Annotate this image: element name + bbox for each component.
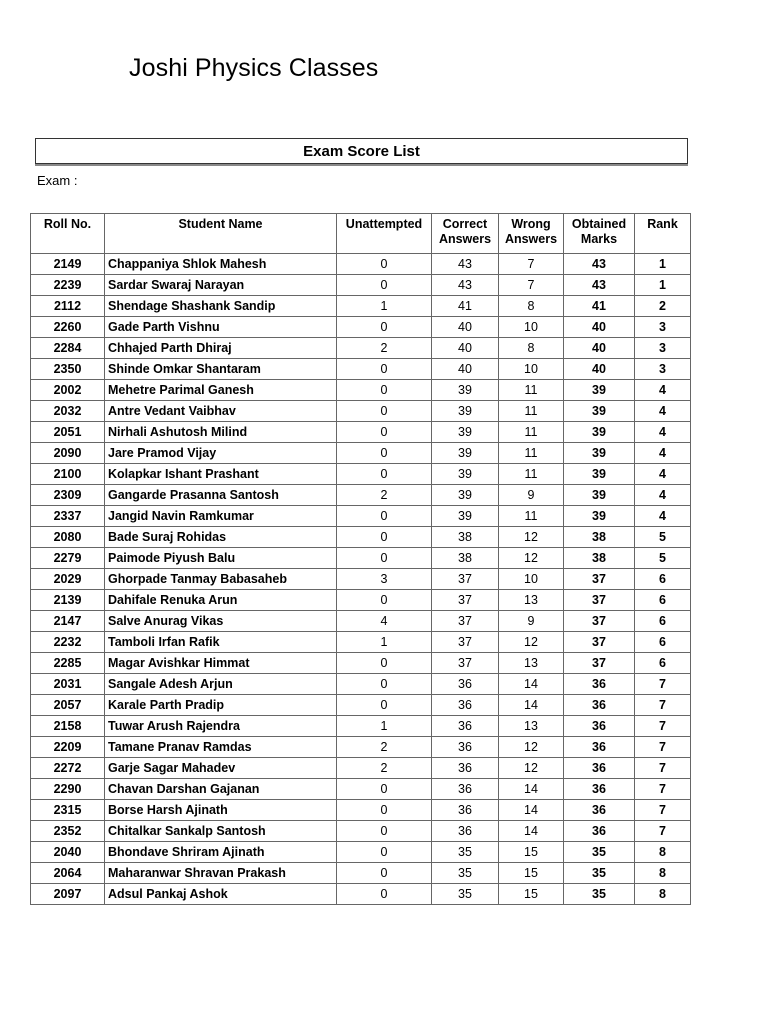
rank-cell: 6 bbox=[635, 653, 691, 674]
marks-cell: 37 bbox=[564, 569, 635, 590]
correct-cell: 37 bbox=[432, 590, 499, 611]
table-row bbox=[31, 380, 691, 401]
roll-no-cell: 2064 bbox=[31, 863, 105, 884]
roll-no-cell: 2285 bbox=[31, 653, 105, 674]
correct-cell: 40 bbox=[432, 359, 499, 380]
unattempted-cell: 0 bbox=[337, 821, 432, 842]
marks-cell: 39 bbox=[564, 485, 635, 506]
unattempted-cell: 2 bbox=[337, 338, 432, 359]
rank-cell: 4 bbox=[635, 443, 691, 464]
roll-no-cell: 2031 bbox=[31, 674, 105, 695]
roll-no-cell: 2097 bbox=[31, 884, 105, 905]
wrong-cell: 13 bbox=[499, 590, 564, 611]
correct-cell: 36 bbox=[432, 737, 499, 758]
student-name-cell: Borse Harsh Ajinath bbox=[105, 800, 337, 821]
correct-cell: 43 bbox=[432, 254, 499, 275]
table-row bbox=[31, 464, 691, 485]
correct-cell: 36 bbox=[432, 779, 499, 800]
page-title: Joshi Physics Classes bbox=[129, 54, 379, 82]
unattempted-cell: 0 bbox=[337, 443, 432, 464]
table-row bbox=[31, 296, 691, 317]
col-student-name: Student Name bbox=[105, 214, 337, 254]
wrong-cell: 12 bbox=[499, 548, 564, 569]
col-wrong-answers: Wrong Answers bbox=[499, 214, 564, 254]
correct-cell: 43 bbox=[432, 275, 499, 296]
unattempted-cell: 0 bbox=[337, 464, 432, 485]
wrong-cell: 14 bbox=[499, 800, 564, 821]
rank-cell: 4 bbox=[635, 506, 691, 527]
roll-no-cell: 2272 bbox=[31, 758, 105, 779]
student-name-cell: Salve Anurag Vikas bbox=[105, 611, 337, 632]
table-row bbox=[31, 821, 691, 842]
unattempted-cell: 0 bbox=[337, 254, 432, 275]
marks-cell: 40 bbox=[564, 338, 635, 359]
table-row bbox=[31, 800, 691, 821]
table-row bbox=[31, 884, 691, 905]
marks-cell: 36 bbox=[564, 716, 635, 737]
table-row bbox=[31, 317, 691, 338]
unattempted-cell: 0 bbox=[337, 884, 432, 905]
table-row bbox=[31, 695, 691, 716]
rank-cell: 7 bbox=[635, 821, 691, 842]
marks-cell: 39 bbox=[564, 506, 635, 527]
roll-no-cell: 2090 bbox=[31, 443, 105, 464]
rank-cell: 4 bbox=[635, 485, 691, 506]
rank-cell: 4 bbox=[635, 422, 691, 443]
table-row bbox=[31, 674, 691, 695]
student-name-cell: Shendage Shashank Sandip bbox=[105, 296, 337, 317]
student-name-cell: Bhondave Shriram Ajinath bbox=[105, 842, 337, 863]
correct-cell: 37 bbox=[432, 653, 499, 674]
wrong-cell: 12 bbox=[499, 632, 564, 653]
rank-cell: 1 bbox=[635, 275, 691, 296]
roll-no-cell: 2051 bbox=[31, 422, 105, 443]
correct-cell: 37 bbox=[432, 632, 499, 653]
rank-cell: 5 bbox=[635, 548, 691, 569]
table-row bbox=[31, 275, 691, 296]
rank-cell: 7 bbox=[635, 800, 691, 821]
table-row bbox=[31, 632, 691, 653]
wrong-cell: 12 bbox=[499, 758, 564, 779]
correct-cell: 36 bbox=[432, 695, 499, 716]
table-row bbox=[31, 716, 691, 737]
marks-cell: 40 bbox=[564, 359, 635, 380]
roll-no-cell: 2260 bbox=[31, 317, 105, 338]
wrong-cell: 11 bbox=[499, 443, 564, 464]
roll-no-cell: 2149 bbox=[31, 254, 105, 275]
correct-cell: 37 bbox=[432, 611, 499, 632]
table-row bbox=[31, 401, 691, 422]
rank-cell: 7 bbox=[635, 737, 691, 758]
unattempted-cell: 2 bbox=[337, 485, 432, 506]
roll-no-cell: 2279 bbox=[31, 548, 105, 569]
wrong-cell: 15 bbox=[499, 842, 564, 863]
student-name-cell: Tamboli Irfan Rafik bbox=[105, 632, 337, 653]
unattempted-cell: 0 bbox=[337, 359, 432, 380]
unattempted-cell: 0 bbox=[337, 590, 432, 611]
table-row bbox=[31, 359, 691, 380]
wrong-cell: 10 bbox=[499, 317, 564, 338]
student-name-cell: Adsul Pankaj Ashok bbox=[105, 884, 337, 905]
student-name-cell: Chappaniya Shlok Mahesh bbox=[105, 254, 337, 275]
marks-cell: 36 bbox=[564, 674, 635, 695]
marks-cell: 43 bbox=[564, 254, 635, 275]
student-name-cell: Chitalkar Sankalp Santosh bbox=[105, 821, 337, 842]
marks-cell: 38 bbox=[564, 548, 635, 569]
marks-cell: 37 bbox=[564, 653, 635, 674]
rank-cell: 4 bbox=[635, 380, 691, 401]
table-row bbox=[31, 527, 691, 548]
roll-no-cell: 2057 bbox=[31, 695, 105, 716]
rank-cell: 6 bbox=[635, 632, 691, 653]
correct-cell: 39 bbox=[432, 485, 499, 506]
marks-cell: 36 bbox=[564, 737, 635, 758]
roll-no-cell: 2350 bbox=[31, 359, 105, 380]
roll-no-cell: 2002 bbox=[31, 380, 105, 401]
marks-cell: 43 bbox=[564, 275, 635, 296]
unattempted-cell: 0 bbox=[337, 317, 432, 338]
wrong-cell: 7 bbox=[499, 275, 564, 296]
wrong-cell: 8 bbox=[499, 296, 564, 317]
table-row bbox=[31, 842, 691, 863]
unattempted-cell: 4 bbox=[337, 611, 432, 632]
unattempted-cell: 0 bbox=[337, 548, 432, 569]
unattempted-cell: 0 bbox=[337, 422, 432, 443]
correct-cell: 40 bbox=[432, 338, 499, 359]
unattempted-cell: 2 bbox=[337, 737, 432, 758]
rank-cell: 7 bbox=[635, 779, 691, 800]
student-name-cell: Ghorpade Tanmay Babasaheb bbox=[105, 569, 337, 590]
wrong-cell: 12 bbox=[499, 527, 564, 548]
marks-cell: 35 bbox=[564, 842, 635, 863]
unattempted-cell: 2 bbox=[337, 758, 432, 779]
correct-cell: 39 bbox=[432, 464, 499, 485]
sheet-heading: Exam Score List bbox=[35, 138, 688, 164]
correct-cell: 39 bbox=[432, 380, 499, 401]
unattempted-cell: 0 bbox=[337, 401, 432, 422]
table-row bbox=[31, 569, 691, 590]
wrong-cell: 14 bbox=[499, 674, 564, 695]
wrong-cell: 15 bbox=[499, 863, 564, 884]
rank-cell: 7 bbox=[635, 716, 691, 737]
unattempted-cell: 0 bbox=[337, 842, 432, 863]
unattempted-cell: 1 bbox=[337, 632, 432, 653]
unattempted-cell: 0 bbox=[337, 527, 432, 548]
table-row bbox=[31, 737, 691, 758]
student-name-cell: Kolapkar Ishant Prashant bbox=[105, 464, 337, 485]
correct-cell: 35 bbox=[432, 884, 499, 905]
col-unattempted: Unattempted bbox=[337, 214, 432, 254]
unattempted-cell: 0 bbox=[337, 506, 432, 527]
student-name-cell: Paimode Piyush Balu bbox=[105, 548, 337, 569]
col-correct-answers: Correct Answers bbox=[432, 214, 499, 254]
table-row bbox=[31, 485, 691, 506]
student-name-cell: Magar Avishkar Himmat bbox=[105, 653, 337, 674]
table-row bbox=[31, 779, 691, 800]
unattempted-cell: 3 bbox=[337, 569, 432, 590]
rank-cell: 6 bbox=[635, 590, 691, 611]
marks-cell: 36 bbox=[564, 695, 635, 716]
marks-cell: 36 bbox=[564, 758, 635, 779]
wrong-cell: 11 bbox=[499, 464, 564, 485]
roll-no-cell: 2352 bbox=[31, 821, 105, 842]
rank-cell: 8 bbox=[635, 842, 691, 863]
correct-cell: 36 bbox=[432, 758, 499, 779]
correct-cell: 35 bbox=[432, 842, 499, 863]
student-name-cell: Mehetre Parimal Ganesh bbox=[105, 380, 337, 401]
unattempted-cell: 0 bbox=[337, 863, 432, 884]
marks-cell: 36 bbox=[564, 779, 635, 800]
rank-cell: 6 bbox=[635, 611, 691, 632]
marks-cell: 37 bbox=[564, 611, 635, 632]
student-name-cell: Jare Pramod Vijay bbox=[105, 443, 337, 464]
wrong-cell: 14 bbox=[499, 695, 564, 716]
marks-cell: 36 bbox=[564, 800, 635, 821]
unattempted-cell: 0 bbox=[337, 653, 432, 674]
roll-no-cell: 2284 bbox=[31, 338, 105, 359]
correct-cell: 37 bbox=[432, 569, 499, 590]
student-name-cell: Shinde Omkar Shantaram bbox=[105, 359, 337, 380]
roll-no-cell: 2080 bbox=[31, 527, 105, 548]
roll-no-cell: 2112 bbox=[31, 296, 105, 317]
marks-cell: 39 bbox=[564, 443, 635, 464]
marks-cell: 38 bbox=[564, 527, 635, 548]
wrong-cell: 11 bbox=[499, 401, 564, 422]
correct-cell: 36 bbox=[432, 716, 499, 737]
rank-cell: 3 bbox=[635, 359, 691, 380]
correct-cell: 40 bbox=[432, 317, 499, 338]
table-row bbox=[31, 338, 691, 359]
table-row bbox=[31, 422, 691, 443]
wrong-cell: 11 bbox=[499, 506, 564, 527]
marks-cell: 35 bbox=[564, 884, 635, 905]
roll-no-cell: 2315 bbox=[31, 800, 105, 821]
student-name-cell: Karale Parth Pradip bbox=[105, 695, 337, 716]
roll-no-cell: 2337 bbox=[31, 506, 105, 527]
rank-cell: 8 bbox=[635, 884, 691, 905]
wrong-cell: 9 bbox=[499, 611, 564, 632]
student-name-cell: Sardar Swaraj Narayan bbox=[105, 275, 337, 296]
student-name-cell: Garje Sagar Mahadev bbox=[105, 758, 337, 779]
col-rank: Rank bbox=[635, 214, 691, 254]
unattempted-cell: 1 bbox=[337, 296, 432, 317]
correct-cell: 39 bbox=[432, 422, 499, 443]
wrong-cell: 13 bbox=[499, 653, 564, 674]
rank-cell: 3 bbox=[635, 338, 691, 359]
wrong-cell: 11 bbox=[499, 380, 564, 401]
student-name-cell: Nirhali Ashutosh Milind bbox=[105, 422, 337, 443]
wrong-cell: 15 bbox=[499, 884, 564, 905]
marks-cell: 36 bbox=[564, 821, 635, 842]
marks-cell: 39 bbox=[564, 422, 635, 443]
wrong-cell: 14 bbox=[499, 779, 564, 800]
table-row bbox=[31, 506, 691, 527]
marks-cell: 39 bbox=[564, 464, 635, 485]
roll-no-cell: 2158 bbox=[31, 716, 105, 737]
roll-no-cell: 2100 bbox=[31, 464, 105, 485]
unattempted-cell: 1 bbox=[337, 716, 432, 737]
rank-cell: 7 bbox=[635, 695, 691, 716]
unattempted-cell: 0 bbox=[337, 800, 432, 821]
rank-cell: 7 bbox=[635, 758, 691, 779]
marks-cell: 40 bbox=[564, 317, 635, 338]
table-body bbox=[31, 254, 691, 905]
correct-cell: 39 bbox=[432, 443, 499, 464]
unattempted-cell: 0 bbox=[337, 695, 432, 716]
wrong-cell: 7 bbox=[499, 254, 564, 275]
table-row bbox=[31, 863, 691, 884]
unattempted-cell: 0 bbox=[337, 779, 432, 800]
roll-no-cell: 2290 bbox=[31, 779, 105, 800]
table-header-row bbox=[31, 214, 691, 254]
table-row bbox=[31, 611, 691, 632]
roll-no-cell: 2232 bbox=[31, 632, 105, 653]
roll-no-cell: 2029 bbox=[31, 569, 105, 590]
wrong-cell: 14 bbox=[499, 821, 564, 842]
student-name-cell: Chavan Darshan Gajanan bbox=[105, 779, 337, 800]
table-row bbox=[31, 443, 691, 464]
correct-cell: 38 bbox=[432, 548, 499, 569]
rank-cell: 6 bbox=[635, 569, 691, 590]
student-name-cell: Tamane Pranav Ramdas bbox=[105, 737, 337, 758]
wrong-cell: 11 bbox=[499, 422, 564, 443]
rank-cell: 4 bbox=[635, 464, 691, 485]
correct-cell: 39 bbox=[432, 506, 499, 527]
student-name-cell: Sangale Adesh Arjun bbox=[105, 674, 337, 695]
score-table bbox=[30, 213, 691, 905]
col-roll-no: Roll No. bbox=[31, 214, 105, 254]
roll-no-cell: 2040 bbox=[31, 842, 105, 863]
wrong-cell: 8 bbox=[499, 338, 564, 359]
rank-cell: 5 bbox=[635, 527, 691, 548]
student-name-cell: Jangid Navin Ramkumar bbox=[105, 506, 337, 527]
rank-cell: 1 bbox=[635, 254, 691, 275]
roll-no-cell: 2147 bbox=[31, 611, 105, 632]
col-obtained-marks: Obtained Marks bbox=[564, 214, 635, 254]
rank-cell: 3 bbox=[635, 317, 691, 338]
correct-cell: 39 bbox=[432, 401, 499, 422]
rank-cell: 7 bbox=[635, 674, 691, 695]
marks-cell: 39 bbox=[564, 401, 635, 422]
correct-cell: 36 bbox=[432, 800, 499, 821]
roll-no-cell: 2032 bbox=[31, 401, 105, 422]
roll-no-cell: 2139 bbox=[31, 590, 105, 611]
correct-cell: 38 bbox=[432, 527, 499, 548]
wrong-cell: 10 bbox=[499, 359, 564, 380]
marks-cell: 37 bbox=[564, 632, 635, 653]
wrong-cell: 9 bbox=[499, 485, 564, 506]
table-row bbox=[31, 548, 691, 569]
unattempted-cell: 0 bbox=[337, 380, 432, 401]
correct-cell: 36 bbox=[432, 821, 499, 842]
student-name-cell: Antre Vedant Vaibhav bbox=[105, 401, 337, 422]
roll-no-cell: 2239 bbox=[31, 275, 105, 296]
student-name-cell: Bade Suraj Rohidas bbox=[105, 527, 337, 548]
unattempted-cell: 0 bbox=[337, 674, 432, 695]
wrong-cell: 10 bbox=[499, 569, 564, 590]
student-name-cell: Tuwar Arush Rajendra bbox=[105, 716, 337, 737]
correct-cell: 36 bbox=[432, 674, 499, 695]
marks-cell: 41 bbox=[564, 296, 635, 317]
roll-no-cell: 2309 bbox=[31, 485, 105, 506]
wrong-cell: 13 bbox=[499, 716, 564, 737]
student-name-cell: Chhajed Parth Dhiraj bbox=[105, 338, 337, 359]
rank-cell: 2 bbox=[635, 296, 691, 317]
marks-cell: 37 bbox=[564, 590, 635, 611]
marks-cell: 39 bbox=[564, 380, 635, 401]
table-row bbox=[31, 758, 691, 779]
marks-cell: 35 bbox=[564, 863, 635, 884]
table-row bbox=[31, 590, 691, 611]
table-row bbox=[31, 254, 691, 275]
exam-label: Exam : bbox=[37, 173, 78, 188]
table-row bbox=[31, 653, 691, 674]
correct-cell: 41 bbox=[432, 296, 499, 317]
student-name-cell: Gangarde Prasanna Santosh bbox=[105, 485, 337, 506]
rank-cell: 4 bbox=[635, 401, 691, 422]
student-name-cell: Maharanwar Shravan Prakash bbox=[105, 863, 337, 884]
rank-cell: 8 bbox=[635, 863, 691, 884]
roll-no-cell: 2209 bbox=[31, 737, 105, 758]
student-name-cell: Dahifale Renuka Arun bbox=[105, 590, 337, 611]
student-name-cell: Gade Parth Vishnu bbox=[105, 317, 337, 338]
wrong-cell: 12 bbox=[499, 737, 564, 758]
correct-cell: 35 bbox=[432, 863, 499, 884]
unattempted-cell: 0 bbox=[337, 275, 432, 296]
